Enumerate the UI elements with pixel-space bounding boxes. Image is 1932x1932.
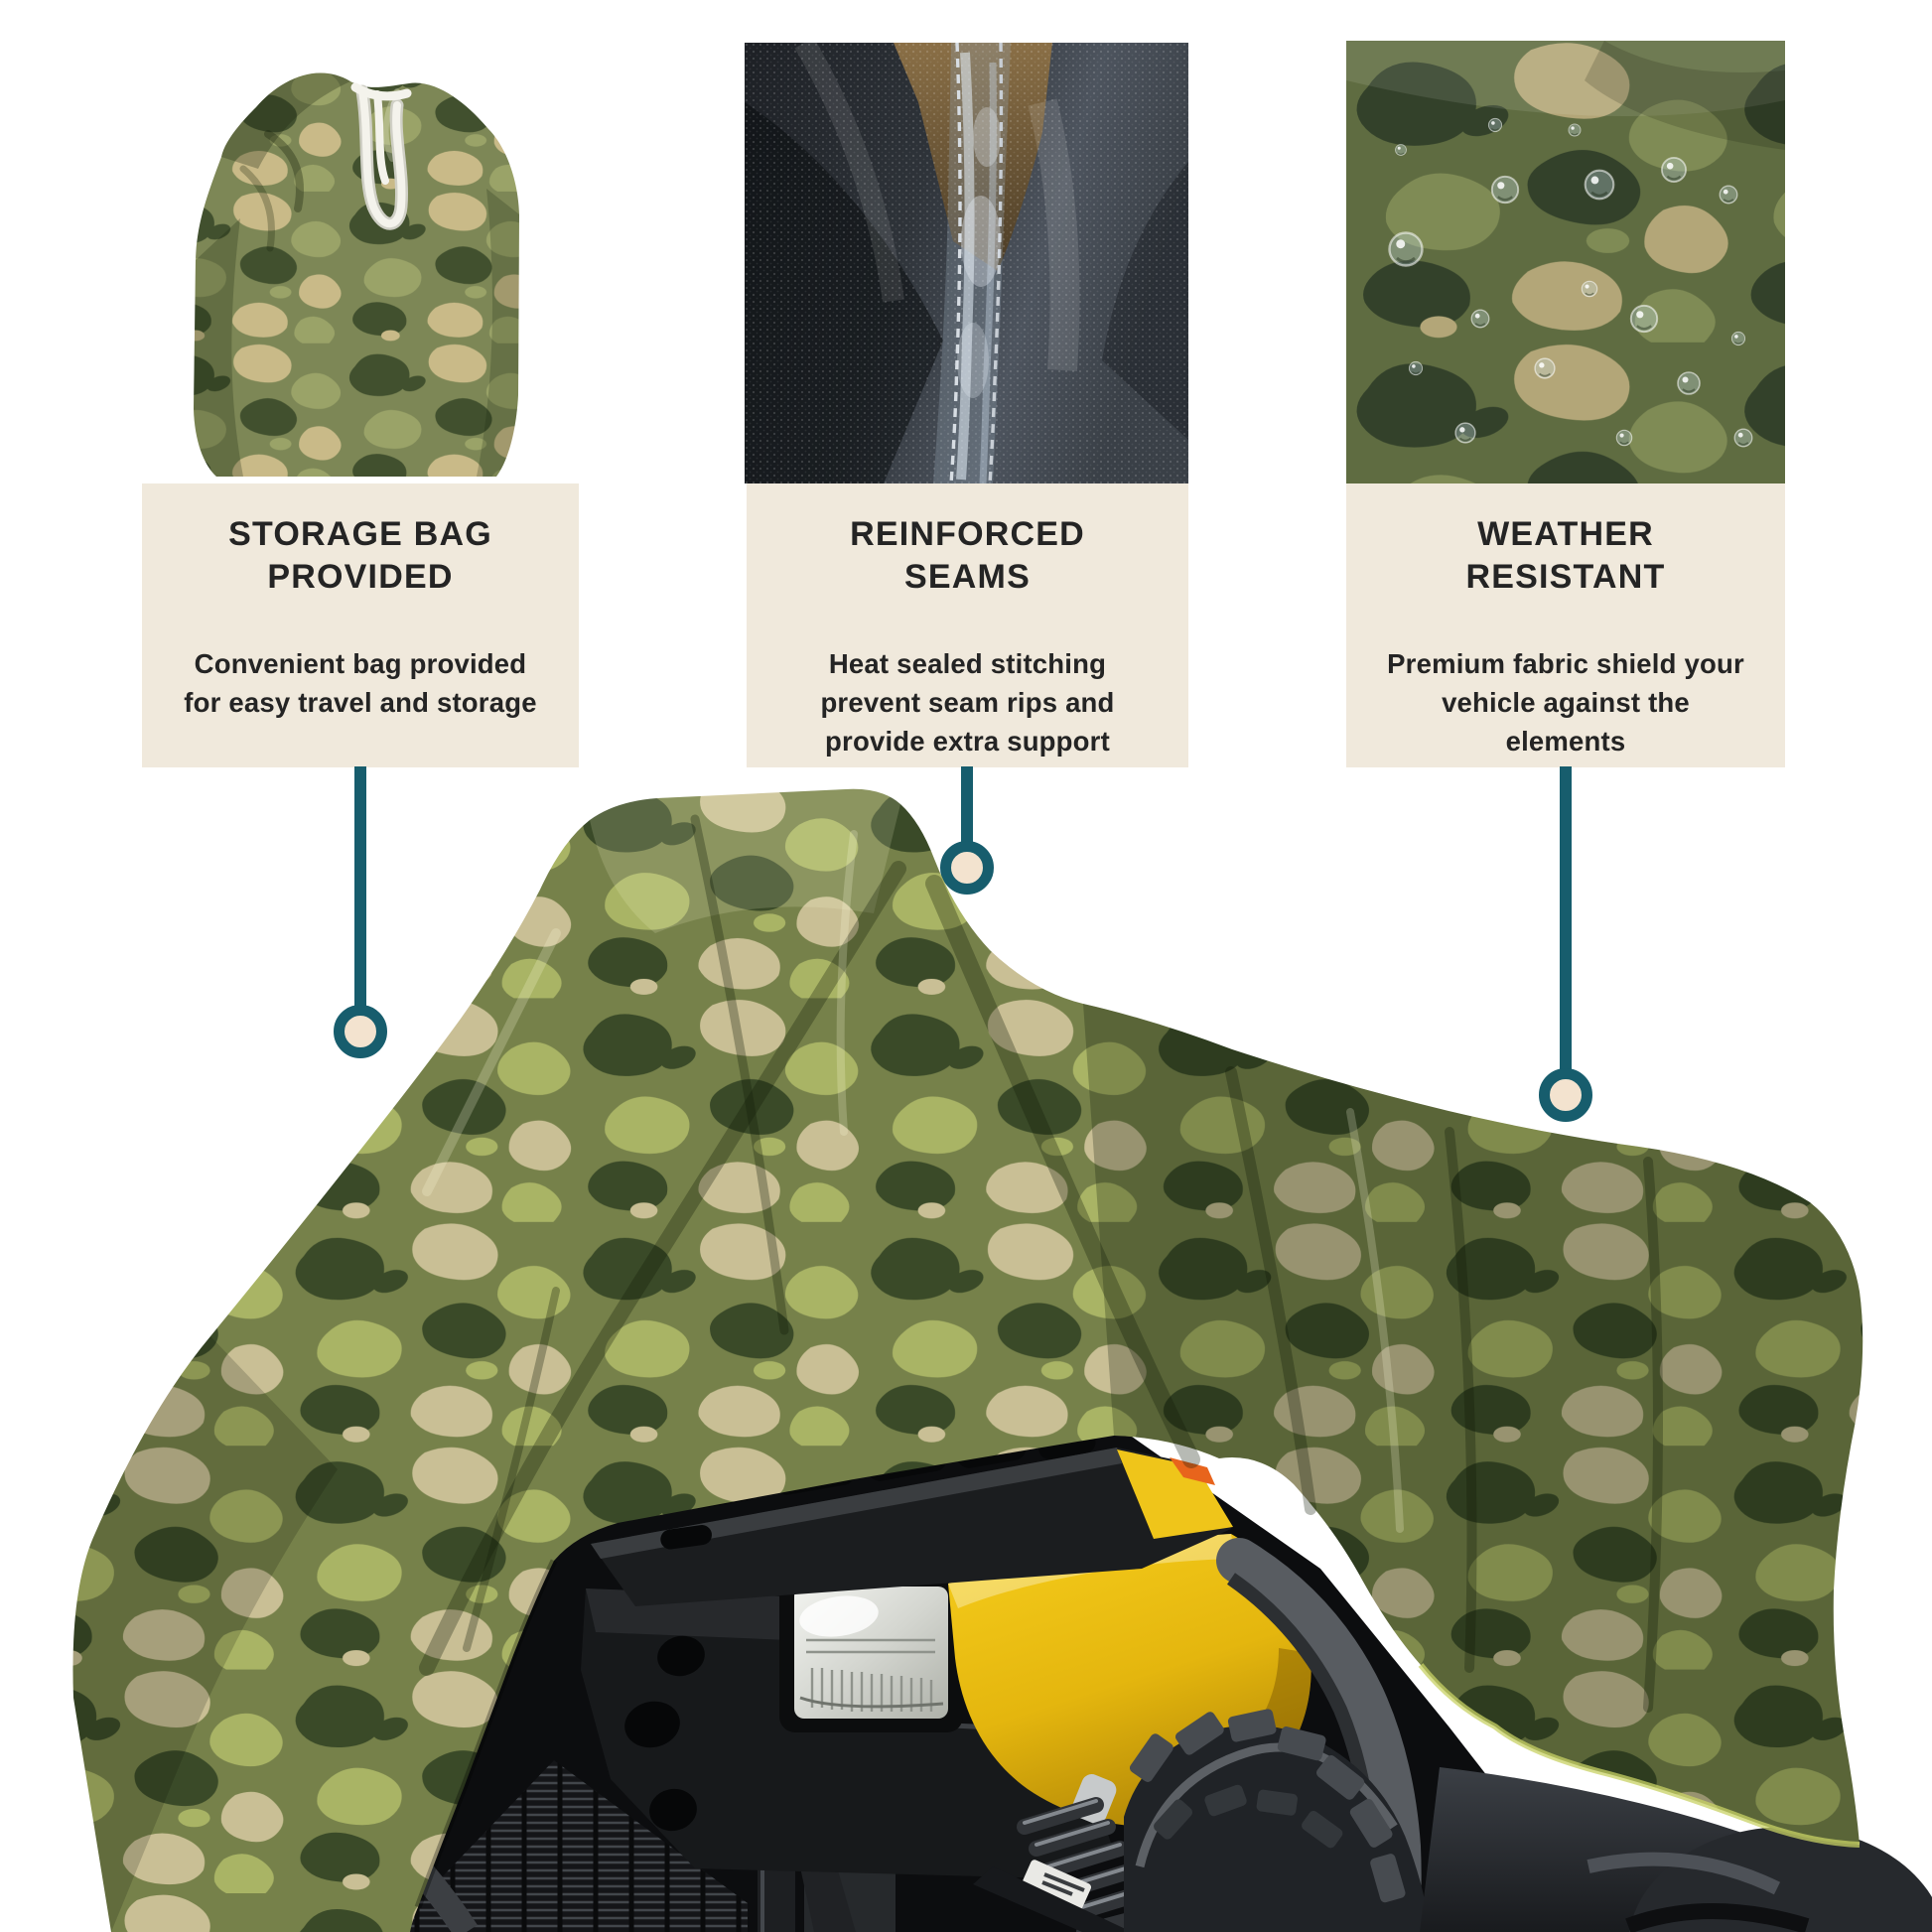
feature-title: STORAGE BAG PROVIDED [228,515,492,596]
storage-bag-photo [149,40,546,486]
covered-atv-illustration [0,774,1932,1932]
feature-description: Convenient bag provided for easy travel and storage [184,647,537,718]
feature-panel-storage-bag [142,483,579,767]
feature-description: Heat sealed stitching prevent seam rips and provide extra support [820,647,1115,757]
feature-title: REINFORCED SEAMS [850,515,1085,596]
reinforced-seams-photo [745,43,1188,483]
weather-resistant-photo [1346,41,1785,483]
feature-description: Premium fabric shield your vehicle against the elements [1387,647,1744,757]
feature-title: WEATHER RESISTANT [1465,515,1666,596]
feature-panel-reinforced-seams [747,483,1188,767]
feature-panel-weather-resistant [1346,483,1785,767]
